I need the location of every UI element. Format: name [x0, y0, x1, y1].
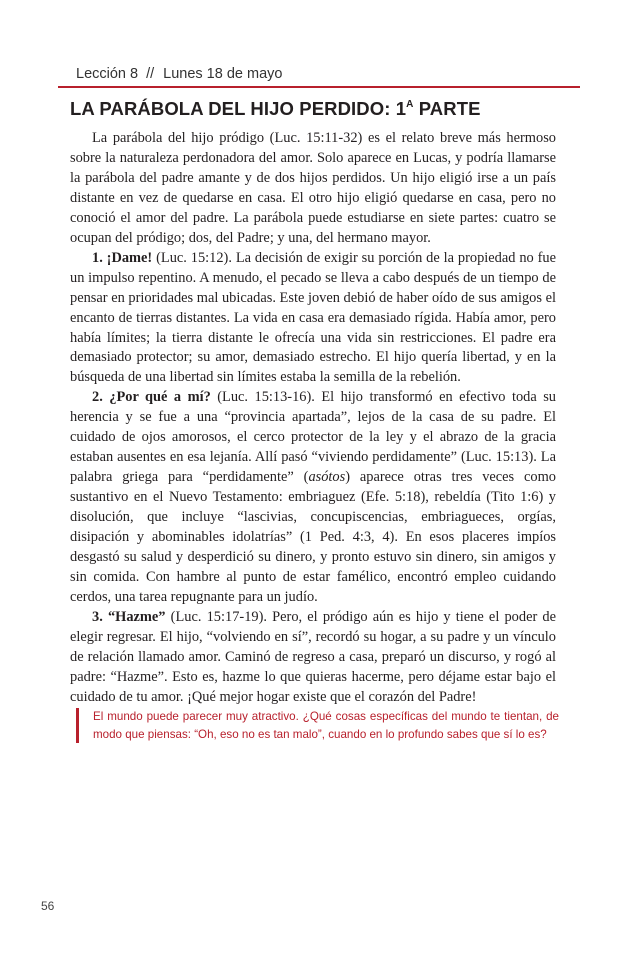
- body-text: [70, 129, 556, 708]
- title-suffix: PARTE: [413, 98, 481, 119]
- paragraph-por-que: [70, 388, 556, 607]
- heading-dame: 1. ¡Dame!: [92, 249, 153, 266]
- title-main: LA PARÁBOLA DEL HIJO PERDIDO: 1: [70, 98, 407, 119]
- text-por-que-a: (Luc. 15:13-16). El hijo transformó en efectivo toda su herencia y se fue a una “provincia apartada”, lejos de la casa de su padre. El cuidado de ojos amorosos, el cerco protector de la ley y el abrazo de la gracia estaban ausentes en esa lejanía. Allí pasó “viviendo perdidamente” (Luc. 15:13). La palabra griega para “perdidamente” (: [70, 389, 556, 486]
- lesson-label: Lección 8: [76, 66, 139, 82]
- heading-hazme: 3. “Hazme”: [92, 608, 166, 625]
- page-title: [70, 98, 481, 120]
- text-dame: (Luc. 15:12). La decisión de exigir su porción de la propiedad no fue un impulso repentino. A menudo, el pecado se lleva a cabo después de un tiempo de pensar en prioridades mal ubicadas. Este joven debió de haber oído de sus amigos el encanto de tierras distantes. La vida en casa era demasiado rígida. Había amor, pero había límites; la tierra distante le ofrecía una vida sin restricciones. El padre era demasiado protector; su amor, demasiado estrecho. El hijo quería libertad, y en la búsqueda de una libertad sin límites estaba la semilla de la rebelión.: [70, 249, 556, 386]
- title-superscript: A: [406, 99, 414, 110]
- heading-por-que: 2. ¿Por qué a mí?: [92, 389, 211, 406]
- lesson-date: Lunes 18 de mayo: [163, 66, 283, 82]
- text-hazme: (Luc. 15:17-19). Pero, el pródigo aún es hijo y tiene el poder de elegir regresar. El hijo, “volviendo en sí”, recordó su hogar, a su padre y un vínculo de relación llamado amor. Caminó de regreso a casa, preparó un discurso, y rogó al padre: “Hazme”. Esto es, hazme lo que quieras hacerme, pero déjame estar bajo el cuidado de tu amor. ¡Qué mejor hogar existe que el corazón del Padre!: [70, 608, 557, 705]
- greek-word: asótos: [308, 469, 346, 486]
- text-por-que-b: ) aparece otras tres veces como sustantivo en el Nuevo Testamento: embriaguez (Efe. 5:18), rebeldía (Tito 1:6) y disolución, que incluye “lascivias, concupiscencias, embriagueces, orgías, disipación y abominables idolatrías” (1 Ped. 4:3, 4). En esos placeres impíos desgastó su salud y desperdició su dinero, y pronto estuvo sin dinero, sin amigos y sin comida. Con hambre al punto de estar famélico, encontró empleo cuidando cerdos, una tarea repugnante para un judío.: [70, 469, 556, 605]
- paragraph-dame: [70, 249, 556, 389]
- paragraph-hazme: [70, 608, 556, 708]
- reflection-callout: El mundo puede parecer muy atractivo. ¿Qué cosas específicas del mundo te tientan, de modo que piensas: “Oh, eso no es tan malo”, cuando en lo profundo sabes que sí lo es?: [76, 708, 559, 743]
- header-separator: //: [146, 66, 155, 82]
- page-number: 56: [41, 899, 55, 913]
- running-header: [76, 66, 282, 82]
- paragraph-intro: La parábola del hijo pródigo (Luc. 15:11-32) es el relato breve más hermoso sobre la naturaleza perdonadora del amor. Solo aparece en Lucas, y podría llamarse la parábola del padre amante y de dos hijos perdidos. Un hijo eligió irse a un país distante en vez de quedarse en casa. El otro hijo eligió quedarse en casa, pero no conoció el amor del padre. La parábola puede estudiarse en siete partes: cuatro se ocupan del pródigo; dos, del Padre; y una, del hermano mayor.: [70, 130, 556, 246]
- header-rule: [58, 86, 580, 88]
